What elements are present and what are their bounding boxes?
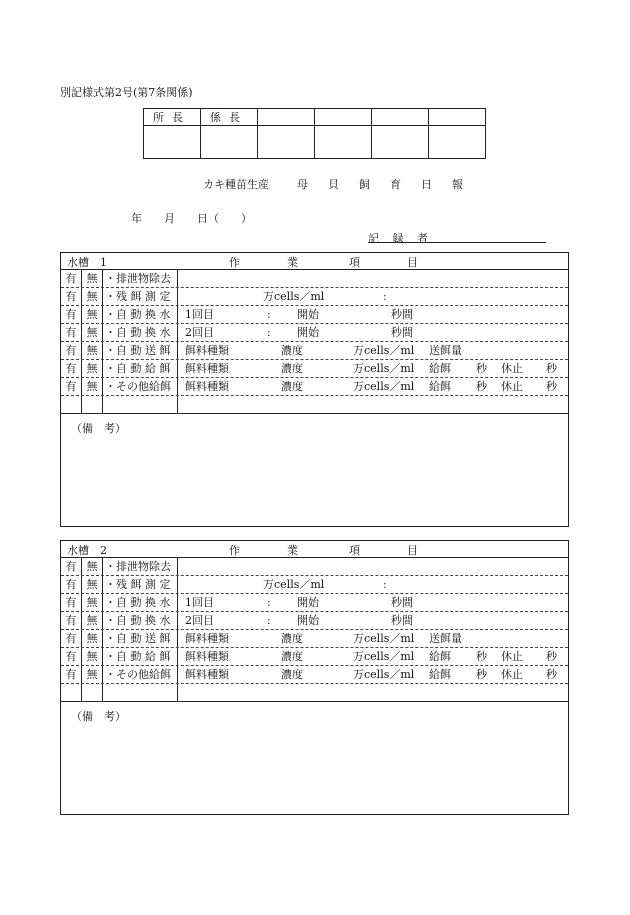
- detail-field-label: 万cells／ml: [353, 362, 415, 375]
- detail-field-label: 休止: [501, 650, 523, 663]
- work-row: [61, 378, 568, 396]
- work-item-label: ・自 動 換 水: [103, 324, 178, 341]
- work-header-char: 項: [349, 256, 360, 269]
- detail-field-label: 餌料種類: [185, 362, 229, 375]
- detail-field-label: 2回目: [185, 326, 214, 339]
- remarks-label: （備 考）: [71, 710, 126, 723]
- no-checkbox[interactable]: 無: [82, 378, 103, 395]
- recorder-label: 記 録 者: [368, 232, 433, 245]
- work-row: [61, 558, 568, 576]
- tank-section-2: [60, 540, 569, 815]
- work-row: [61, 306, 568, 324]
- detail-field-label: 餌料種類: [185, 650, 229, 663]
- detail-field-label: 濃度: [281, 362, 303, 375]
- work-detail-cell[interactable]: [179, 558, 568, 575]
- tank-header: [61, 541, 568, 558]
- yes-checkbox[interactable]: 有: [61, 666, 82, 683]
- stamp-header-blank: [258, 109, 315, 126]
- detail-field-label: 秒: [476, 380, 487, 393]
- stamp-box[interactable]: [201, 126, 258, 159]
- yes-checkbox[interactable]: 有: [61, 558, 82, 575]
- work-row: [61, 360, 568, 378]
- detail-field-label: 秒: [546, 362, 557, 375]
- remarks-box[interactable]: [61, 414, 568, 526]
- no-checkbox[interactable]: 無: [82, 648, 103, 665]
- work-detail-cell[interactable]: [179, 270, 568, 287]
- yes-checkbox[interactable]: 有: [61, 360, 82, 377]
- stamp-header-chief: 係長: [201, 109, 258, 126]
- detail-field-label: 2回目: [185, 614, 214, 627]
- detail-field-label: 万cells／ml: [353, 668, 415, 681]
- detail-field-label: 開始: [297, 308, 319, 321]
- title-part: 貝: [328, 178, 339, 191]
- work-row: [61, 270, 568, 288]
- blank-cell[interactable]: [61, 684, 82, 701]
- detail-field-label: 濃度: [281, 344, 303, 357]
- yes-checkbox[interactable]: 有: [61, 630, 82, 647]
- blank-cell[interactable]: [103, 396, 178, 413]
- work-item-label: ・自 動 送 餌: [103, 630, 178, 647]
- detail-field-label: 開始: [297, 614, 319, 627]
- work-item-label: ・その他給餌: [103, 666, 178, 683]
- blank-cell[interactable]: [82, 396, 103, 413]
- title-part: 飼: [359, 178, 370, 191]
- work-item-label: ・排泄物除去: [103, 270, 178, 287]
- detail-field-label: :: [267, 614, 271, 627]
- detail-field-label: 1回目: [185, 308, 214, 321]
- detail-field-label: 秒間: [391, 614, 413, 627]
- no-checkbox[interactable]: 無: [82, 324, 103, 341]
- work-detail-cell[interactable]: [179, 342, 568, 359]
- detail-field-label: 万cells／ml: [353, 380, 415, 393]
- work-item-label: ・排泄物除去: [103, 558, 178, 575]
- work-row: [61, 324, 568, 342]
- detail-field-label: 休止: [501, 668, 523, 681]
- recorder-input-line[interactable]: [368, 242, 546, 243]
- detail-field-label: 給餌: [429, 650, 451, 663]
- blank-work-row: [61, 396, 568, 414]
- detail-field-label: 万cells／ml: [263, 290, 325, 303]
- yes-checkbox[interactable]: 有: [61, 648, 82, 665]
- work-detail-cell[interactable]: [179, 648, 568, 665]
- work-item-label: ・その他給餌: [103, 378, 178, 395]
- detail-field-label: 送餌量: [429, 344, 462, 357]
- no-checkbox[interactable]: 無: [82, 612, 103, 629]
- detail-field-label: 濃度: [281, 668, 303, 681]
- work-detail-cell[interactable]: [179, 576, 568, 593]
- work-header-char: 項: [349, 544, 360, 557]
- yes-checkbox[interactable]: 有: [61, 378, 82, 395]
- blank-work-row: [61, 684, 568, 702]
- no-checkbox[interactable]: 無: [82, 306, 103, 323]
- work-detail-cell[interactable]: [179, 360, 568, 377]
- work-detail-cell[interactable]: [179, 288, 568, 305]
- detail-field-label: 給餌: [429, 362, 451, 375]
- work-item-label: ・自 動 給 餌: [103, 648, 178, 665]
- yes-checkbox[interactable]: 有: [61, 306, 82, 323]
- detail-field-label: :: [267, 596, 271, 609]
- detail-field-label: 開始: [297, 596, 319, 609]
- work-item-label: ・自 動 換 水: [103, 594, 178, 611]
- work-row: [61, 594, 568, 612]
- detail-field-label: 秒: [546, 650, 557, 663]
- no-checkbox[interactable]: 無: [82, 630, 103, 647]
- stamp-header-director: 所長: [144, 109, 201, 126]
- stamp-box[interactable]: [258, 126, 315, 159]
- work-header-char: 業: [287, 544, 298, 557]
- detail-field-label: 秒間: [391, 326, 413, 339]
- work-item-label: ・自 動 換 水: [103, 306, 178, 323]
- blank-cell[interactable]: [61, 396, 82, 413]
- work-detail-cell[interactable]: [179, 594, 568, 611]
- work-row: [61, 612, 568, 630]
- work-row: [61, 666, 568, 684]
- stamp-box[interactable]: [315, 126, 372, 159]
- yes-checkbox[interactable]: 有: [61, 594, 82, 611]
- detail-field-label: :: [383, 290, 387, 303]
- work-item-label: ・自 動 送 餌: [103, 342, 178, 359]
- detail-field-label: 給餌: [429, 668, 451, 681]
- yes-checkbox[interactable]: 有: [61, 612, 82, 629]
- remarks-label: （備 考）: [71, 422, 126, 435]
- tank-header: [61, 253, 568, 270]
- detail-field-label: 休止: [501, 362, 523, 375]
- yes-checkbox[interactable]: 有: [61, 576, 82, 593]
- detail-field-label: :: [383, 578, 387, 591]
- detail-field-label: 秒: [546, 668, 557, 681]
- no-checkbox[interactable]: 無: [82, 558, 103, 575]
- detail-field-label: 秒: [476, 650, 487, 663]
- no-checkbox[interactable]: 無: [82, 360, 103, 377]
- detail-field-label: 秒間: [391, 308, 413, 321]
- detail-field-label: 濃度: [281, 380, 303, 393]
- detail-field-label: 開始: [297, 326, 319, 339]
- detail-field-label: 秒: [476, 668, 487, 681]
- no-checkbox[interactable]: 無: [82, 342, 103, 359]
- detail-field-label: 万cells／ml: [353, 344, 415, 357]
- blank-cell[interactable]: [179, 396, 568, 413]
- tank-label: 水槽 1: [67, 256, 107, 269]
- report-title: [203, 176, 469, 192]
- work-header-char: 業: [287, 256, 298, 269]
- stamp-header-blank: [372, 109, 429, 126]
- no-checkbox[interactable]: 無: [82, 666, 103, 683]
- blank-cell[interactable]: [179, 684, 568, 701]
- tank-section-1: [60, 252, 569, 527]
- detail-field-label: 万cells／ml: [353, 650, 415, 663]
- yes-checkbox[interactable]: 有: [61, 270, 82, 287]
- tank-label: 水槽 2: [67, 544, 107, 557]
- work-detail-cell[interactable]: [179, 324, 568, 341]
- detail-field-label: :: [267, 308, 271, 321]
- title-part: 母: [297, 178, 308, 191]
- work-header-char: 作: [229, 544, 240, 557]
- work-row: [61, 576, 568, 594]
- yes-checkbox[interactable]: 有: [61, 324, 82, 341]
- work-detail-cell[interactable]: [179, 666, 568, 683]
- no-checkbox[interactable]: 無: [82, 594, 103, 611]
- detail-field-label: 餌料種類: [185, 632, 229, 645]
- detail-field-label: 給餌: [429, 380, 451, 393]
- work-row: [61, 648, 568, 666]
- work-detail-cell[interactable]: [179, 612, 568, 629]
- date-field[interactable]: 年 月 日（ ）: [131, 212, 252, 225]
- work-detail-cell[interactable]: [179, 378, 568, 395]
- blank-cell[interactable]: [103, 684, 178, 701]
- detail-field-label: 餌料種類: [185, 668, 229, 681]
- stamp-header-blank: [429, 109, 486, 126]
- work-item-label: ・自 動 給 餌: [103, 360, 178, 377]
- work-row: [61, 288, 568, 306]
- detail-field-label: 秒間: [391, 596, 413, 609]
- work-detail-cell[interactable]: [179, 306, 568, 323]
- detail-field-label: :: [267, 326, 271, 339]
- title-part: カキ種苗生産: [203, 178, 269, 191]
- work-detail-cell[interactable]: [179, 630, 568, 647]
- detail-field-label: 餌料種類: [185, 380, 229, 393]
- work-header-char: 目: [407, 544, 418, 557]
- work-header-char: 作: [229, 256, 240, 269]
- work-item-label: ・自 動 換 水: [103, 612, 178, 629]
- detail-field-label: 濃度: [281, 632, 303, 645]
- detail-field-label: 万cells／ml: [353, 632, 415, 645]
- form-number-label: 別記様式第2号(第7条関係): [60, 86, 193, 99]
- yes-checkbox[interactable]: 有: [61, 342, 82, 359]
- work-item-label: ・残 餌 測 定: [103, 288, 178, 305]
- detail-field-label: 秒: [476, 362, 487, 375]
- stamp-box[interactable]: [429, 126, 486, 159]
- detail-field-label: 休止: [501, 380, 523, 393]
- stamp-box[interactable]: [372, 126, 429, 159]
- no-checkbox[interactable]: 無: [82, 576, 103, 593]
- yes-checkbox[interactable]: 有: [61, 288, 82, 305]
- work-header-char: 目: [407, 256, 418, 269]
- detail-field-label: 1回目: [185, 596, 214, 609]
- no-checkbox[interactable]: 無: [82, 288, 103, 305]
- detail-field-label: 万cells／ml: [263, 578, 325, 591]
- remarks-box[interactable]: [61, 702, 568, 814]
- work-item-label: ・残 餌 測 定: [103, 576, 178, 593]
- stamp-box[interactable]: [144, 126, 201, 159]
- work-row: [61, 342, 568, 360]
- no-checkbox[interactable]: 無: [82, 270, 103, 287]
- title-part: 育: [390, 178, 401, 191]
- detail-field-label: 秒: [546, 380, 557, 393]
- detail-field-label: 餌料種類: [185, 344, 229, 357]
- detail-field-label: 濃度: [281, 650, 303, 663]
- title-part: 日: [421, 178, 432, 191]
- approval-stamp-table: [143, 108, 486, 159]
- blank-cell[interactable]: [82, 684, 103, 701]
- stamp-header-blank: [315, 109, 372, 126]
- work-row: [61, 630, 568, 648]
- detail-field-label: 送餌量: [429, 632, 462, 645]
- title-part: 報: [452, 178, 463, 191]
